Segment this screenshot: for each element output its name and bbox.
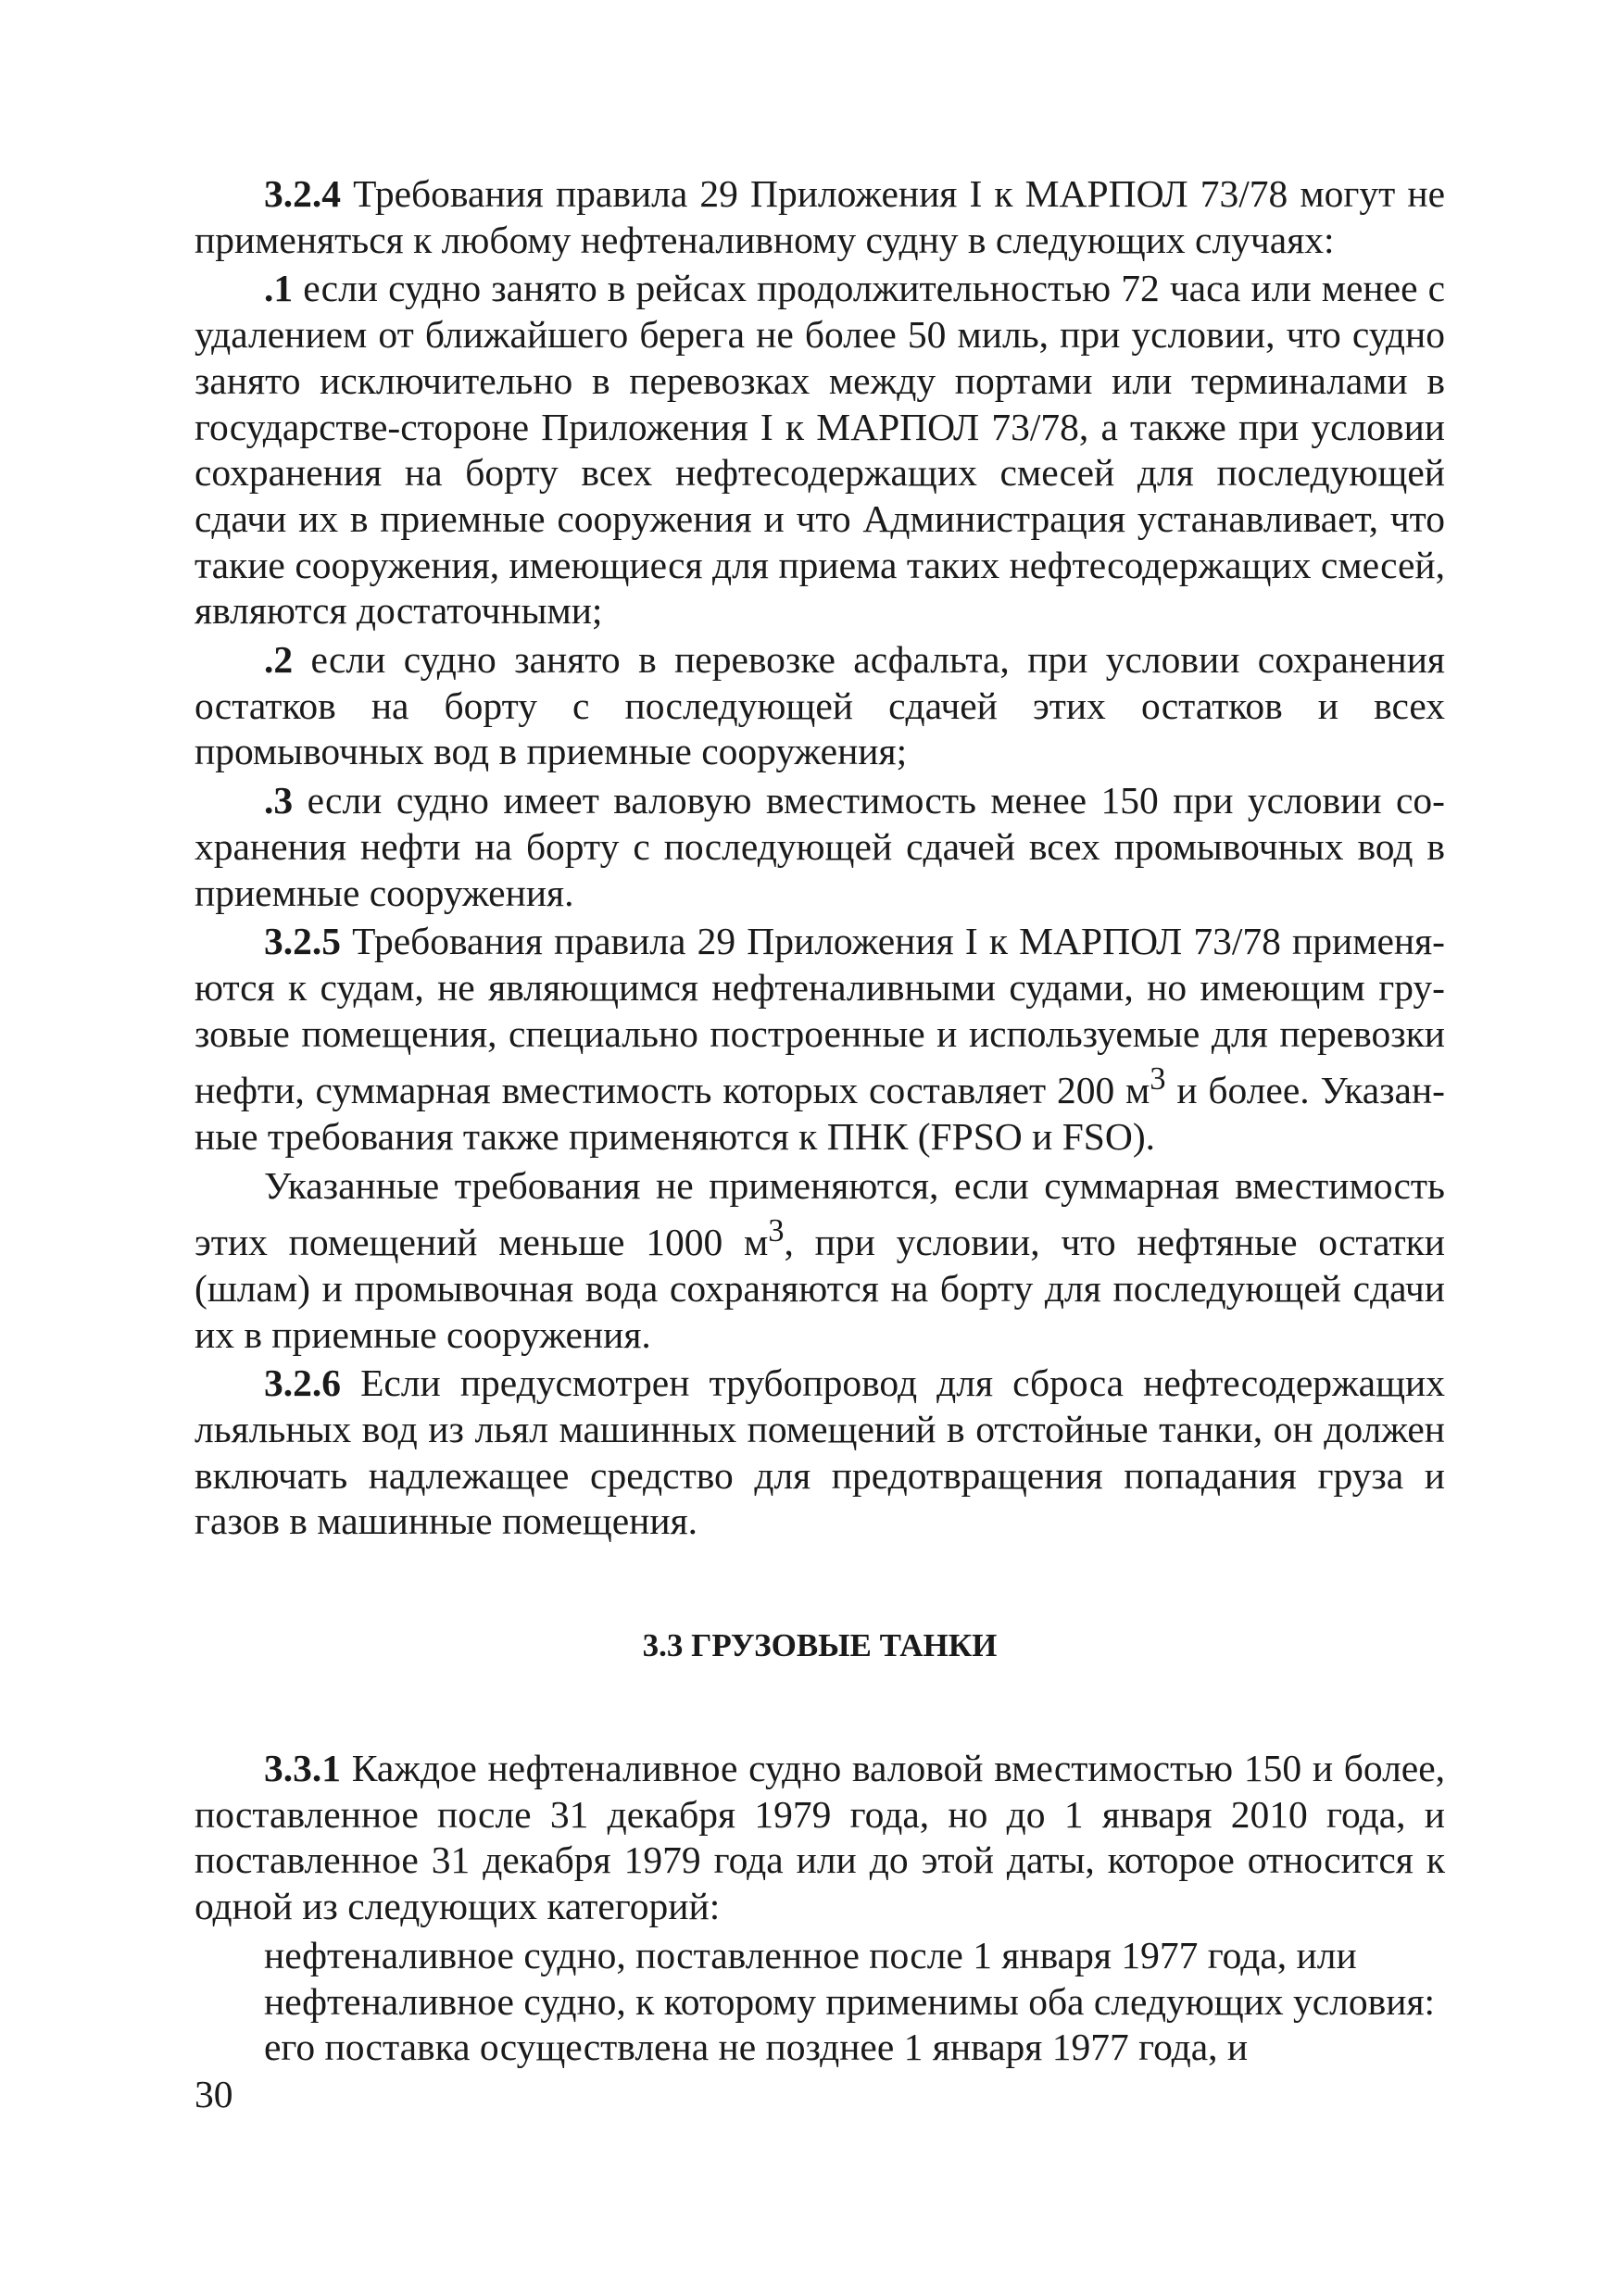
category-line: нефтеналивное судно, поставленное после 1 января 1977 года, или <box>264 1933 1357 1976</box>
paragraph-text: Требования правила 29 Приложения I к МАРПОЛ 73/78 могут не применяться к любому нефтеналивному судну в следующих случаях: <box>195 172 1445 261</box>
paragraph-text: если судно имеет валовую вместимость менее 150 при условии сохранения нефти на борту с последующей сдачей всех промывочных вод в приемные сооружения. <box>195 779 1445 914</box>
paragraph-text: если судно занято в рейсах продолжительностью 72 часа или менее с удалением от ближайшего берега не более 50 миль, при условии, что судно занято исключительно в перевозках между портами или терминалами в государстве-стороне Приложения I к МАРПОЛ 73/78, а также при условии сохранения на борту всех нефтесодержащих смесей для последующей сдачи их в приемные сооружения и что Администрация устанавливает, что такие сооружения, имеющиеся для приема таких нефтесодержащих смесей, являются достаточными; <box>195 267 1445 633</box>
paragraph-text: и более. Указанные требования также применяются к ПНК (FPSO и FSO). <box>195 1069 1445 1158</box>
paragraph-text: Если предусмотрен трубопровод для сброса нефтесодержащих льяльных вод из льял машинных помещений в отстойные танки, он должен включать надлежащее средство для предотвращения попадания груза и газов в машинные помещения. <box>195 1361 1445 1543</box>
superscript: 3 <box>768 1213 785 1249</box>
clause-number: 3.2.6 <box>264 1361 341 1405</box>
paragraph-3-3-1 <box>195 1746 1445 1930</box>
paragraph-text: Указанные требования не применяются, если суммарная вместимость этих помещений меньше 1000 м <box>195 1163 1445 1264</box>
paragraph-3-2-4-item-2 <box>195 637 1445 775</box>
paragraph-text: , при условии, что нефтяные остатки (шлам) и промывочная вода сохраняются на борту для последующей сдачи их в приемные сооружения. <box>195 1221 1445 1356</box>
item-number: .2 <box>264 638 294 682</box>
paragraph-3-2-4-item-1 <box>195 266 1445 634</box>
paragraph-3-2-5 <box>195 919 1445 1160</box>
category-line: нефтеналивное судно, к которому применимы оба следующих условия: <box>264 1979 1436 2023</box>
item-number: .1 <box>264 267 294 310</box>
paragraph-text: Каждое нефтеналивное судно валовой вместимостью 150 и более, поставленное после 31 декабря 1979 года, но до 1 января 2010 года, и поставленное 31 декабря 1979 года или до этой даты, которое относится к одной из следующих категорий: <box>195 1747 1445 1928</box>
clause-number: 3.2.5 <box>264 920 341 963</box>
section-heading: 3.3 ГРУЗОВЫЕ ТАНКИ <box>642 1627 998 1664</box>
clause-number: 3.2.4 <box>264 172 341 215</box>
paragraph-3-2-4-item-3 <box>195 778 1445 916</box>
item-number: .3 <box>264 779 294 822</box>
clause-number: 3.3.1 <box>264 1747 341 1790</box>
category-line: его поставка осуществлена не позднее 1 января 1977 года, и <box>264 2026 1249 2069</box>
superscript: 3 <box>1150 1061 1166 1098</box>
paragraph-text: если судно занято в перевозке асфальта, при условии сохранения остатков на борту с последующей сдачей этих остатков и всех промывочных вод в приемные сооружения; <box>195 638 1445 773</box>
page-number: 30 <box>195 2073 233 2115</box>
paragraph-3-2-5-continued <box>195 1163 1445 1359</box>
document-page <box>195 171 1445 2071</box>
paragraph-3-2-4 <box>195 171 1445 263</box>
paragraph-text: Требования правила 29 Приложения I к МАРПОЛ 73/78 применяются к судам, не являющимся нефтеналивными судами, но имеющим грузовые помещения, специально построенные и используемые для перевозки нефти, суммарная вместимость которых составляет 200 м <box>195 920 1445 1112</box>
paragraph-3-2-6 <box>195 1361 1445 1545</box>
